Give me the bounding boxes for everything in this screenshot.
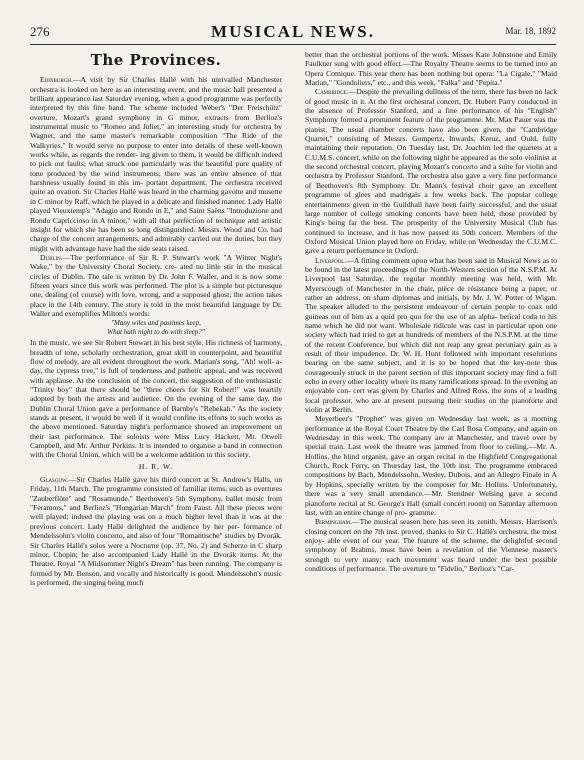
- issue-date: Mar. 18, 1892: [505, 26, 556, 36]
- article-cambridge: [305, 87, 557, 255]
- article-text: Meyerbeer's "Prophet" was given on Wednesday last week, as a morning performance at the Royal Court Theatre by the Carl Rosa Company, and again on Wednesday in this week. The company are at Manchester, and travel over by special train. Last week the theatre was jammed from floor to ceiling.—Mr. A. Hollins, the blind organist, gave an organ recital in the Highfield Congregational Church, Rock Ferry, on Thursday last, the 10th inst. The programme embraced compositions by Bach, Mendelssohn, Wesley, Dubois, and an Allegro Finale in A by Hopkins, specially written by the composer for Mr. Hollins. Unfortunately, there was a very small attendance.—Mr. Stendner Welsing gave a second pianoforte recital at St. George's Hall (small concert room) on Saturday afternoon last, with an entire change of pro- gramme.: [305, 414, 557, 517]
- section-title: The Provinces.: [90, 51, 222, 69]
- article-edinburgh: [30, 75, 282, 253]
- article-liverpool-continued: [305, 414, 557, 517]
- place-heading: Edinburgh.: [40, 75, 73, 85]
- article-text: —A fitting comment upon what has been said in Musical News as to be found in the latest proceedings of the North-Western section of the N.S.P.M. At Liverpool last Saturday, the regular monthly meeting was held, with Mr. Myerscough of Manchester in the chair, pièce de résistance being a paper, or rather an address, on sham diplomas and initials, by Mr. J. W. Potter of Wigan. The speaker alluded to the persistent endeavour of certain people to coax odd guineas out of him as a quid pro quo for the use of an alpha- betical coda to his name which he did not want. Wholesale ridicule was cast in particular upon one society which had tried to get at hundreds of members of the N.S.P.M. at the time of the recent Conference, but which did not reap any great pecuniary gain as a result of their impudence. Dr. W. H. Hunt followed with important resolutions bearing on the same subject, and it is to be hoped that the key-note thus courageously struck in the parent section of this important society may find a full echo in every other locality where its many ramifications spread. In the evening an enjoyable con- cert was given by Charles and Alfred Ross, the sons of a leading local professor, who are at present pursuing their studies on the pianoforte and violin at Berlin.: [305, 255, 557, 415]
- page-header: [30, 22, 556, 42]
- journal-title: MUSICAL NEWS.: [211, 22, 375, 41]
- place-heading: Cambridge.: [315, 87, 349, 97]
- article-liverpool: [305, 256, 557, 415]
- verse-line: What hath night to do with sleep?": [107, 327, 205, 336]
- left-column: [30, 50, 282, 587]
- article-glasgow-continued: [305, 50, 557, 87]
- article-glasgow: [30, 475, 282, 587]
- article-text: —A visit by Sir Charles Hallé with his unrivalled Manchester orchestra is looked on here as an interesting event, and the music hall presented a brilliant appearance last Saturday evening, when a good programme was perfectly interpreted by this fine band. The scheme included Weber's "Der Freischütz" overture, Mozart's grand symphony in G minor, extracts from Berlioz's instrumental music to "Romeo and Juliet," an interesting study for orchestra by Wagner, and the same master's remarkable composition "The Ride of the Walkyries." It would serve no purpose to enter into details of these well-known works while, as regards the render- ing given to them, it would be difficult indeed to pick out faults; what struck one particularly was the beautiful pure quality of tone produced by the wind instruments; there was an entire absence of that harshness usually found in this im- portant department. The orchestra received quite an ovation. Sir Charles Hallé was heard in the charming gavotte and musette in C minor by Raff, which he played in a delicate and finished manner. Lady Hallé played Vieuxtemp's "Adagio and Rondo in E," and Saint Saëns "Introduzione and Rondo Capriccioso in A minor," with all that perfection of technique and artistic insight for which she has been so long distinguished. Messrs. Wood and Co. had charge of the concert arrangements, and admirably carried out the duties, but they might with advantage have had the side seats raised.: [30, 75, 282, 253]
- article-text: —The performance of Sir R. P. Stewart's work "A Winter Night's Wake," by the University Choral Society, cre- ated no little stir in the musical circles of Dublin. The tale is written by Dr. John F. Waller, and it is now some fifteen years since this work was performed. The plot is a simple but picturesque one, dealing (of course) with love, wrong, and a supposed ghost; the action takes place in the 14th century. The story is told in the most beautiful language by Dr. Waller and exemplifies Milton's words:: [30, 252, 282, 318]
- place-heading: Birmingham.: [315, 517, 352, 527]
- place-heading: Glasgow.: [40, 475, 69, 485]
- article-birmingham: [305, 517, 557, 573]
- article-text: —The musical season here has seen its zenith. Messrs. Harrison's closing concert on the 7th inst. proved, thanks to Sir C. Hallé's orchestra, the most enjoy- able event of our year. The feature of the scheme, the delightful second symphony of Brahms, must have been a revelation of the Viennese master's strength to very many; each movement was heard under the best possible conditions of performance. The overture to "Fidelio," Berlioz's "Car-: [305, 517, 557, 573]
- article-text: better than the orchestral portions of the work. Misses Kate Johnstone and Emily Faulkner sung with good effect.—The Royalty Theatre seems to be turned into an Opera Comique. This year there has been nothing but opera: "La Cigale," "Maid Marian," "Gondoliers," etc., and this week, "Falka" and "Pepita.": [305, 50, 557, 88]
- right-column: [305, 50, 557, 573]
- article-text: —Despite the prevailing dullness of the term, there has been no lack of good music in it. At the first orchestral concert, Dr. Hubert Parry conducted in the absence of Professor Stanford, and a fine performance of his "English" Symphony formed a prominent feature of the programme. Mr. Max Pauer was the pianist. The usual chamber concerts have also been given, the "Cambridge Quartet," consisting of Messrs. Gompertz, Inwards, Kreuz, and Ould, fully maintaining their reputation. On Tuesday last, Dr. Joachim led the quartets at a C.U.M.S. concert, while on the following night he appeared as the solo violinist at the second orchestral concert, playing Mozart's concerto and a suite for violin and orchestra by Professor Stanford. The orchestra also gave a very fine performance of Beethoven's 8th Symphony. Dr. Mann's festival choir gave an excellent programme of glees and madrigals a few weeks back. The popular college entertainments given in the Guildhall have been fairly successful, and the usual large number of college smoking concerts have been held, those provided by King's being far the best. The prosperity of the University Musical Club has continued to increase, and it has now passed its 50th concert. Members of the Oxford Musical Union played here on Friday, while on Wednesday the C.U.M.C. gave a return performance in Oxford.: [305, 87, 557, 256]
- verse-line: "Many wiles and pastimes keep,: [111, 319, 201, 328]
- place-heading: Liverpool.: [315, 255, 347, 265]
- article-dublin-continued: [30, 338, 282, 459]
- article-text: In the music, we see Sir Robert Stewart in his best style. His richness of harmony, breadth of tone, scholarly orchestration, great skill in counterpoint, and beautiful flow of melody, are all evident throughout the work. Marian's song, "Ah! well- a-day, the cypress tree," is full of tenderness and pathetic appeal, and was received with applause. At the conclusion of the concert, the suggestion of the enthusiastic "Trinity boy" that there should be "three cheers for Sir Robert!" was heartily adopted by both the artists and audience. On the evening of the same day, the Dublin Choral Union gave a performance of Barnby's "Rebekah." As the society stands at present, it would be well if it would confine its efforts to such works as the above mentioned. Saturday night's performance showed an improvement on their last performance. The soloists were Miss Lucy Hackett, Mr. Otwell Campbell, and Mr. Arthur Perkins. It is intended to organise a band in connection with the Choral Union, which will be a welcome addition to this society.: [30, 338, 282, 460]
- author-signature: H. R. W.: [138, 461, 174, 471]
- article-text: —Sir Charles Hallé gave his third concert at St. Andrew's Halls, on Friday, 11th March. The programme consisted of familiar items, such as overtures "Zauberflöte" and "Rosamunde." Beethoven's 5th Symphony, ballet music from "Feramors," and Berlioz's "Hungarian March" from Faust. All these pieces were well played; indeed the playing was on a much higher level than it was at the previous concert. Lady Hallé delighted the audience by her per- formance of Mendelssohn's violin concerto, and also of four "Romantische" studies by Dvorák. Sir Charles Hallé's solos were a Nocturne (op. 37, No. 2) and Scherzo in C sharp minor, Chopin; he also accompanied Lady Hallé in the Dvorák items. At the Theatre, Royal "A Midsummer Night's Dream" has been running. The company is formed by Mr. Benson, and vocally and historically is good. Mendelssohn's music is performed, the singing being much: [30, 475, 282, 587]
- article-dublin: [30, 253, 282, 318]
- place-heading: Dublin.: [40, 252, 63, 262]
- header-rule: [30, 44, 556, 45]
- page-number: 276: [30, 24, 50, 39]
- verse-quote: [30, 319, 282, 336]
